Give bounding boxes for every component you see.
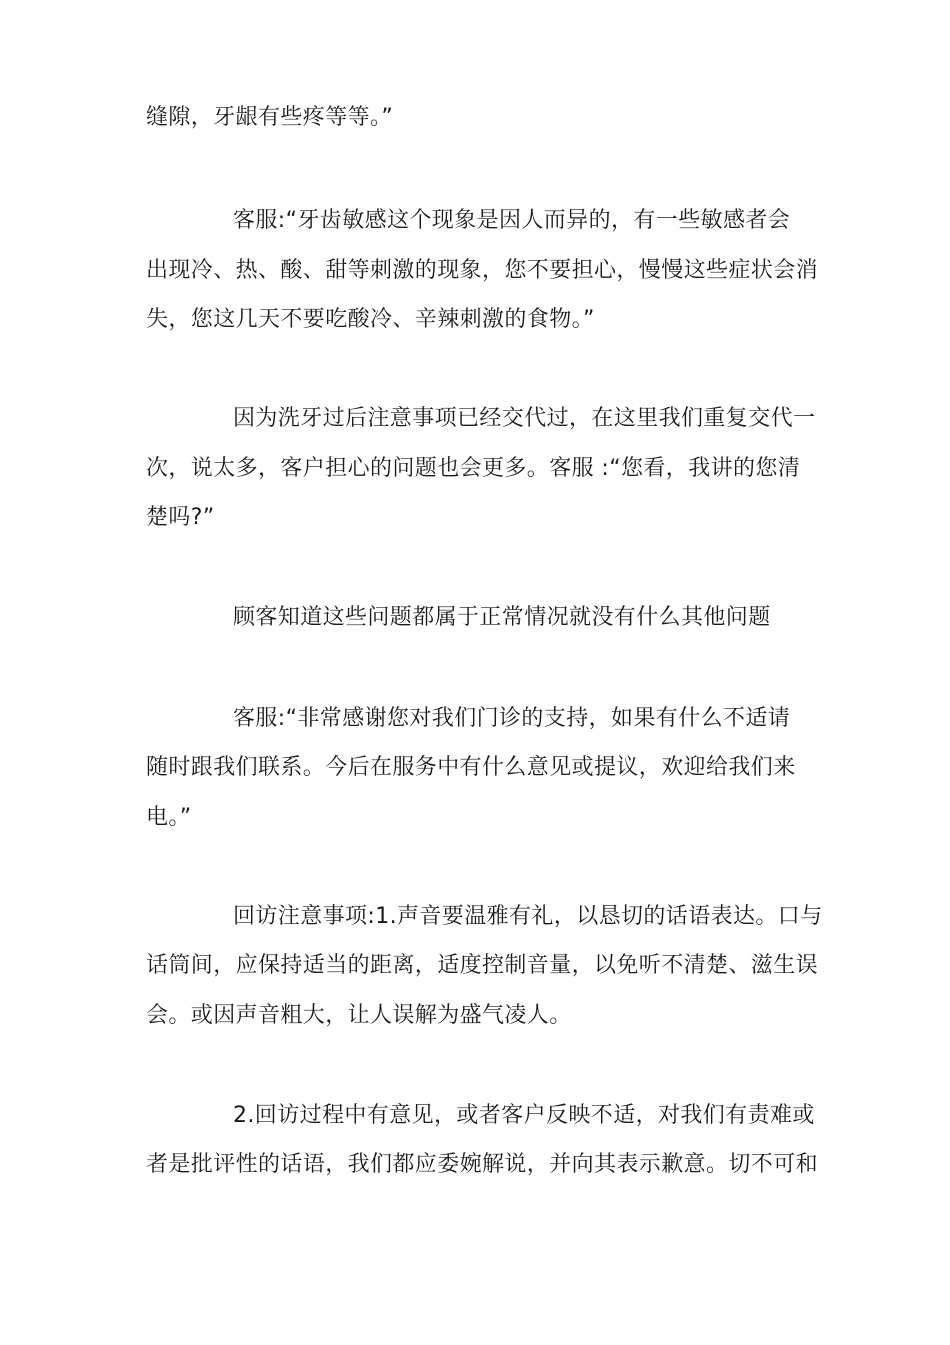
- paragraph-first-line: 顾客知道这些问题都属于正常情况就没有什么其他问题: [233, 605, 771, 630]
- paragraph-first-line: 2.回访过程中有意见，或者客户反映不适，对我们有责难或: [233, 1103, 815, 1128]
- text-line: 电。”: [146, 805, 192, 830]
- paragraph-first-line: 客服:“非常感谢您对我们门诊的支持，如果有什么不适请: [233, 706, 791, 731]
- text-line: 次，说太多，客户担心的问题也会更多。客服 :“您看，我讲的您清: [146, 456, 801, 481]
- paragraph-first-line: 回访注意事项:1.声音要温雅有礼，以恳切的话语表达。口与: [233, 904, 823, 929]
- text-line: 者是批评性的话语，我们都应委婉解说，并向其表示歉意。切不可和: [146, 1152, 819, 1177]
- paragraph-first-line: 因为洗牙过后注意事项已经交代过，在这里我们重复交代一: [233, 406, 816, 431]
- text-line: 缝隙，牙龈有些疼等等。”: [146, 105, 394, 130]
- text-line: 楚吗?”: [146, 505, 215, 530]
- text-line: 随时跟我们联系。今后在服务中有什么意见或提议，欢迎给我们来: [146, 755, 796, 780]
- text-line: 失，您这几天不要吃酸冷、辛辣刺激的食物。”: [146, 307, 595, 332]
- paragraph-first-line: 客服:“牙齿敏感这个现象是因人而异的，有一些敏感者会: [233, 208, 791, 233]
- text-line: 出现冷、热、酸、甜等刺激的现象，您不要担心，慢慢这些症状会消: [146, 258, 819, 283]
- text-line: 会。或因声音粗大，让人误解为盛气凌人。: [146, 1003, 572, 1028]
- text-line: 话筒间，应保持适当的距离，适度控制音量，以免听不清楚、滋生误: [146, 953, 819, 978]
